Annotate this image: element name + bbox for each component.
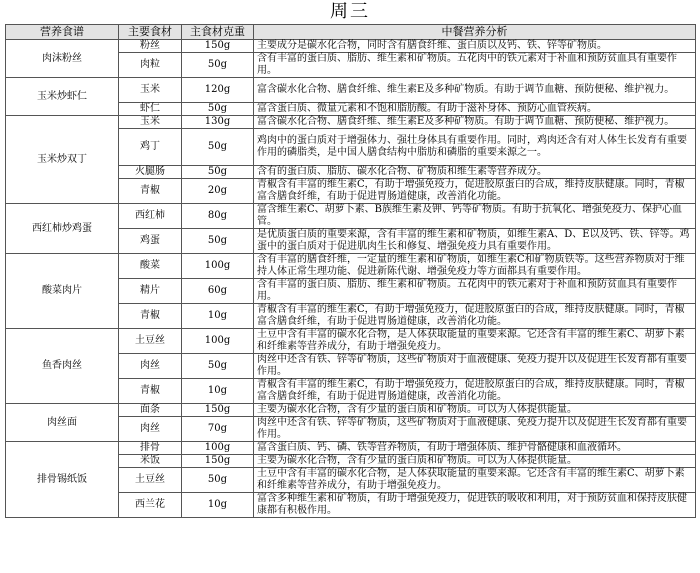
ingredient-cell: 西红柿 [119,204,182,229]
ingredient-cell: 肉丝 [119,417,182,442]
table-row [6,442,696,455]
ingredient-cell: 玉米 [119,78,182,103]
ingredient-cell: 火腿肠 [119,166,182,179]
ingredient-cell: 排骨 [119,442,182,455]
weight-cell: 10g [182,304,254,329]
weight-cell: 50g [182,354,254,379]
analysis-cell: 富含蛋白质、钙、磷、铁等营养物质，有助于增强体质、维护骨骼健康和血液循环。 [254,442,696,455]
weight-cell: 130g [182,116,254,129]
weight-cell: 150g [182,455,254,468]
analysis-cell: 含有丰富的蛋白质、脂肪、维生素和矿物质。五花肉中的铁元素对于补血和预防贫血具有重要作用。 [254,53,696,78]
ingredient-cell: 鸡丁 [119,129,182,166]
ingredient-cell: 土豆丝 [119,329,182,354]
analysis-cell: 是优质蛋白质的重要来源，含有丰富的维生素和矿物质，如维生素A、D、E以及钙、铁、锌等。鸡蛋中的蛋白质对于促进肌肉生长和修复、增强免疫力具有重要作用。 [254,229,696,254]
ingredient-cell: 精片 [119,279,182,304]
analysis-cell: 含有丰富的膳食纤维，一定量的维生素和矿物质，如维生素C和矿物质铁等。这些营养物质对于维持人体正常生理功能、促进新陈代谢、增强免疫力等方面都具有重要作用。 [254,254,696,279]
weight-cell: 50g [182,468,254,493]
dish-name-cell: 玉米炒双丁 [6,116,119,204]
ingredient-cell: 面条 [119,404,182,417]
dish-name-cell: 鱼香肉丝 [6,329,119,404]
ingredient-cell: 酸菜 [119,254,182,279]
analysis-cell: 富含蛋白质、微量元素和不饱和脂肪酸。有助于滋补身体、预防心血管疾病。 [254,103,696,116]
header-analysis: 中餐营养分析 [254,25,696,40]
weight-cell: 120g [182,78,254,103]
weight-cell: 150g [182,40,254,53]
weight-cell: 100g [182,329,254,354]
weight-cell: 50g [182,53,254,78]
analysis-cell: 富含碳水化合物、膳食纤维、维生素E及多种矿物质。有助于调节血糖、预防便秘、维护视力。 [254,78,696,103]
analysis-cell: 富含维生素C、胡萝卜素、B族维生素及钾、钙等矿物质。有助于抗氧化、增强免疫力、保护心血管。 [254,204,696,229]
analysis-cell: 含有丰富的蛋白质、脂肪、维生素和矿物质。五花肉中的铁元素对于补血和预防贫血具有重要作用。 [254,279,696,304]
weight-cell: 70g [182,417,254,442]
ingredient-cell: 肉粒 [119,53,182,78]
analysis-cell: 富含多种维生素和矿物质，有助于增强免疫力，促进铁的吸收和利用，对于预防贫血和保持皮肤健康都有积极作用。 [254,493,696,518]
dish-name-cell: 西红柿炒鸡蛋 [6,204,119,254]
ingredient-cell: 虾仁 [119,103,182,116]
header-weight: 主食材克重 [182,25,254,40]
ingredient-cell: 西兰花 [119,493,182,518]
ingredient-cell: 青椒 [119,179,182,204]
nutrition-table [5,24,696,518]
page-title: 周三 [330,1,370,22]
dish-name-cell: 排骨锡纸饭 [6,442,119,518]
weight-cell: 10g [182,379,254,404]
table-row [6,116,696,129]
table-row [6,78,696,103]
ingredient-cell: 青椒 [119,379,182,404]
analysis-cell: 青椒含有丰富的维生素C，有助于增强免疫力，促进胶原蛋白的合成，维持皮肤健康。同时，青椒富含膳食纤维，有助于促进胃肠道健康，改善消化功能。 [254,304,696,329]
table-row [6,254,696,279]
table-body [6,40,696,518]
weight-cell: 100g [182,254,254,279]
table-row [6,204,696,229]
analysis-cell: 主要为碳水化合物，含有少量的蛋白质和矿物质。可以为人体提供能量。 [254,455,696,468]
weight-cell: 150g [182,404,254,417]
analysis-cell: 主要成分是碳水化合物，同时含有膳食纤维、蛋白质以及钙、铁、锌等矿物质。 [254,40,696,53]
dish-name-cell: 肉沫粉丝 [6,40,119,78]
analysis-cell: 土豆中含有丰富的碳水化合物，是人体获取能量的重要来源。它还含有丰富的维生素C、胡萝卜素和纤维素等营养成分，有助于增强免疫力。 [254,468,696,493]
table-row [6,40,696,53]
dish-name-cell: 肉丝面 [6,404,119,442]
weight-cell: 50g [182,129,254,166]
header-ingredient: 主要食材 [119,25,182,40]
ingredient-cell: 粉丝 [119,40,182,53]
weight-cell: 100g [182,442,254,455]
analysis-cell: 青椒含有丰富的维生素C，有助于增强免疫力，促进胶原蛋白的合成，维持皮肤健康。同时，青椒富含膳食纤维，有助于促进胃肠道健康，改善消化功能。 [254,179,696,204]
analysis-cell: 主要为碳水化合物，含有少量的蛋白质和矿物质。可以为人体提供能量。 [254,404,696,417]
table-row [6,329,696,354]
ingredient-cell: 玉米 [119,116,182,129]
weight-cell: 50g [182,229,254,254]
analysis-cell: 肉丝中还含有铁、锌等矿物质，这些矿物质对于血液健康、免疫力提升以及促进生长发育都有重要作用。 [254,417,696,442]
weight-cell: 20g [182,179,254,204]
header-recipe: 营养食谱 [6,25,119,40]
table-row [6,404,696,417]
ingredient-cell: 青椒 [119,304,182,329]
weight-cell: 10g [182,493,254,518]
weight-cell: 80g [182,204,254,229]
analysis-cell: 土豆中含有丰富的碳水化合物，是人体获取能量的重要来源。它还含有丰富的维生素C、胡萝卜素和纤维素等营养成分，有助于增强免疫力。 [254,329,696,354]
weight-cell: 50g [182,166,254,179]
dish-name-cell: 酸菜肉片 [6,254,119,329]
ingredient-cell: 米饭 [119,455,182,468]
dish-name-cell: 玉米炒虾仁 [6,78,119,116]
ingredient-cell: 鸡蛋 [119,229,182,254]
ingredient-cell: 土豆丝 [119,468,182,493]
weight-cell: 50g [182,103,254,116]
weight-cell: 60g [182,279,254,304]
ingredient-cell: 肉丝 [119,354,182,379]
analysis-cell: 肉丝中还含有铁、锌等矿物质，这些矿物质对于血液健康、免疫力提升以及促进生长发育都有重要作用。 [254,354,696,379]
analysis-cell: 青椒含有丰富的维生素C，有助于增强免疫力，促进胶原蛋白的合成，维持皮肤健康。同时，青椒富含膳食纤维，有助于促进胃肠道健康，改善消化功能。 [254,379,696,404]
analysis-cell: 富含碳水化合物、膳食纤维、维生素E及多种矿物质。有助于调节血糖、预防便秘、维护视力。 [254,116,696,129]
analysis-cell: 含有的蛋白质、脂肪、碳水化合物、矿物质和维生素等营养成分。 [254,166,696,179]
table-header-row [6,25,696,40]
analysis-cell: 鸡肉中的蛋白质对于增强体力、强壮身体具有重要作用。同时，鸡肉还含有对人体生长发育有重要作用的磷脂类，是中国人膳食结构中脂肪和磷脂的重要来源之一。 [254,129,696,166]
